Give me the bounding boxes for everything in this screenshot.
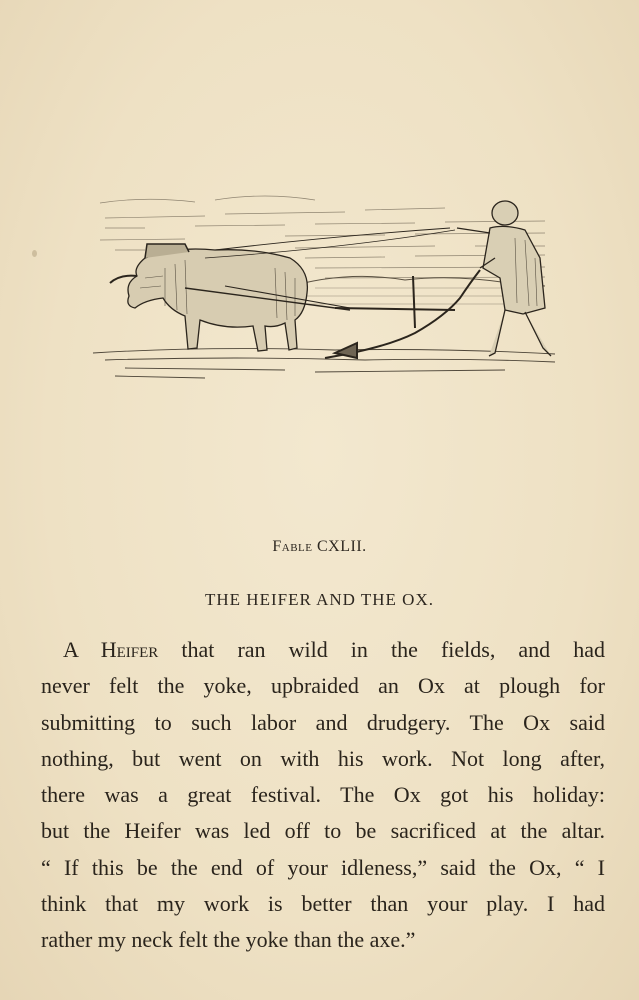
body-line-2: never felt the yoke, upbraided an Ox at plough for bbox=[41, 673, 605, 699]
body-line-8: think that my work is better than your play. I had bbox=[41, 891, 605, 917]
fable-title: THE HEIFER AND THE OX. bbox=[205, 590, 434, 609]
lead-word: A Heifer bbox=[63, 637, 159, 662]
fable-number bbox=[0, 538, 639, 556]
body-line-7: “ If this be the end of your idleness,” said the Ox, “ I bbox=[41, 854, 605, 880]
fable-label: Fable bbox=[272, 538, 313, 555]
body-line-9: rather my neck felt the yoke than the axe.” bbox=[41, 927, 416, 953]
body-line-6: but the Heifer was led off to be sacrificed at the altar. bbox=[41, 818, 605, 844]
ox-ploughing-illustration bbox=[85, 188, 565, 388]
paper-spot bbox=[32, 250, 37, 257]
body-line-1: A Heifer that ran wild in the fields, and had bbox=[63, 637, 605, 662]
body-line-5: there was a great festival. The Ox got his holiday: bbox=[41, 782, 605, 808]
body-line-4: nothing, but went on with his work. Not long after, bbox=[41, 745, 605, 771]
fable-body bbox=[41, 632, 605, 959]
body-line-3: submitting to such labor and drudgery. The Ox said bbox=[41, 709, 605, 735]
fable-numeral: CXLII. bbox=[316, 538, 367, 555]
